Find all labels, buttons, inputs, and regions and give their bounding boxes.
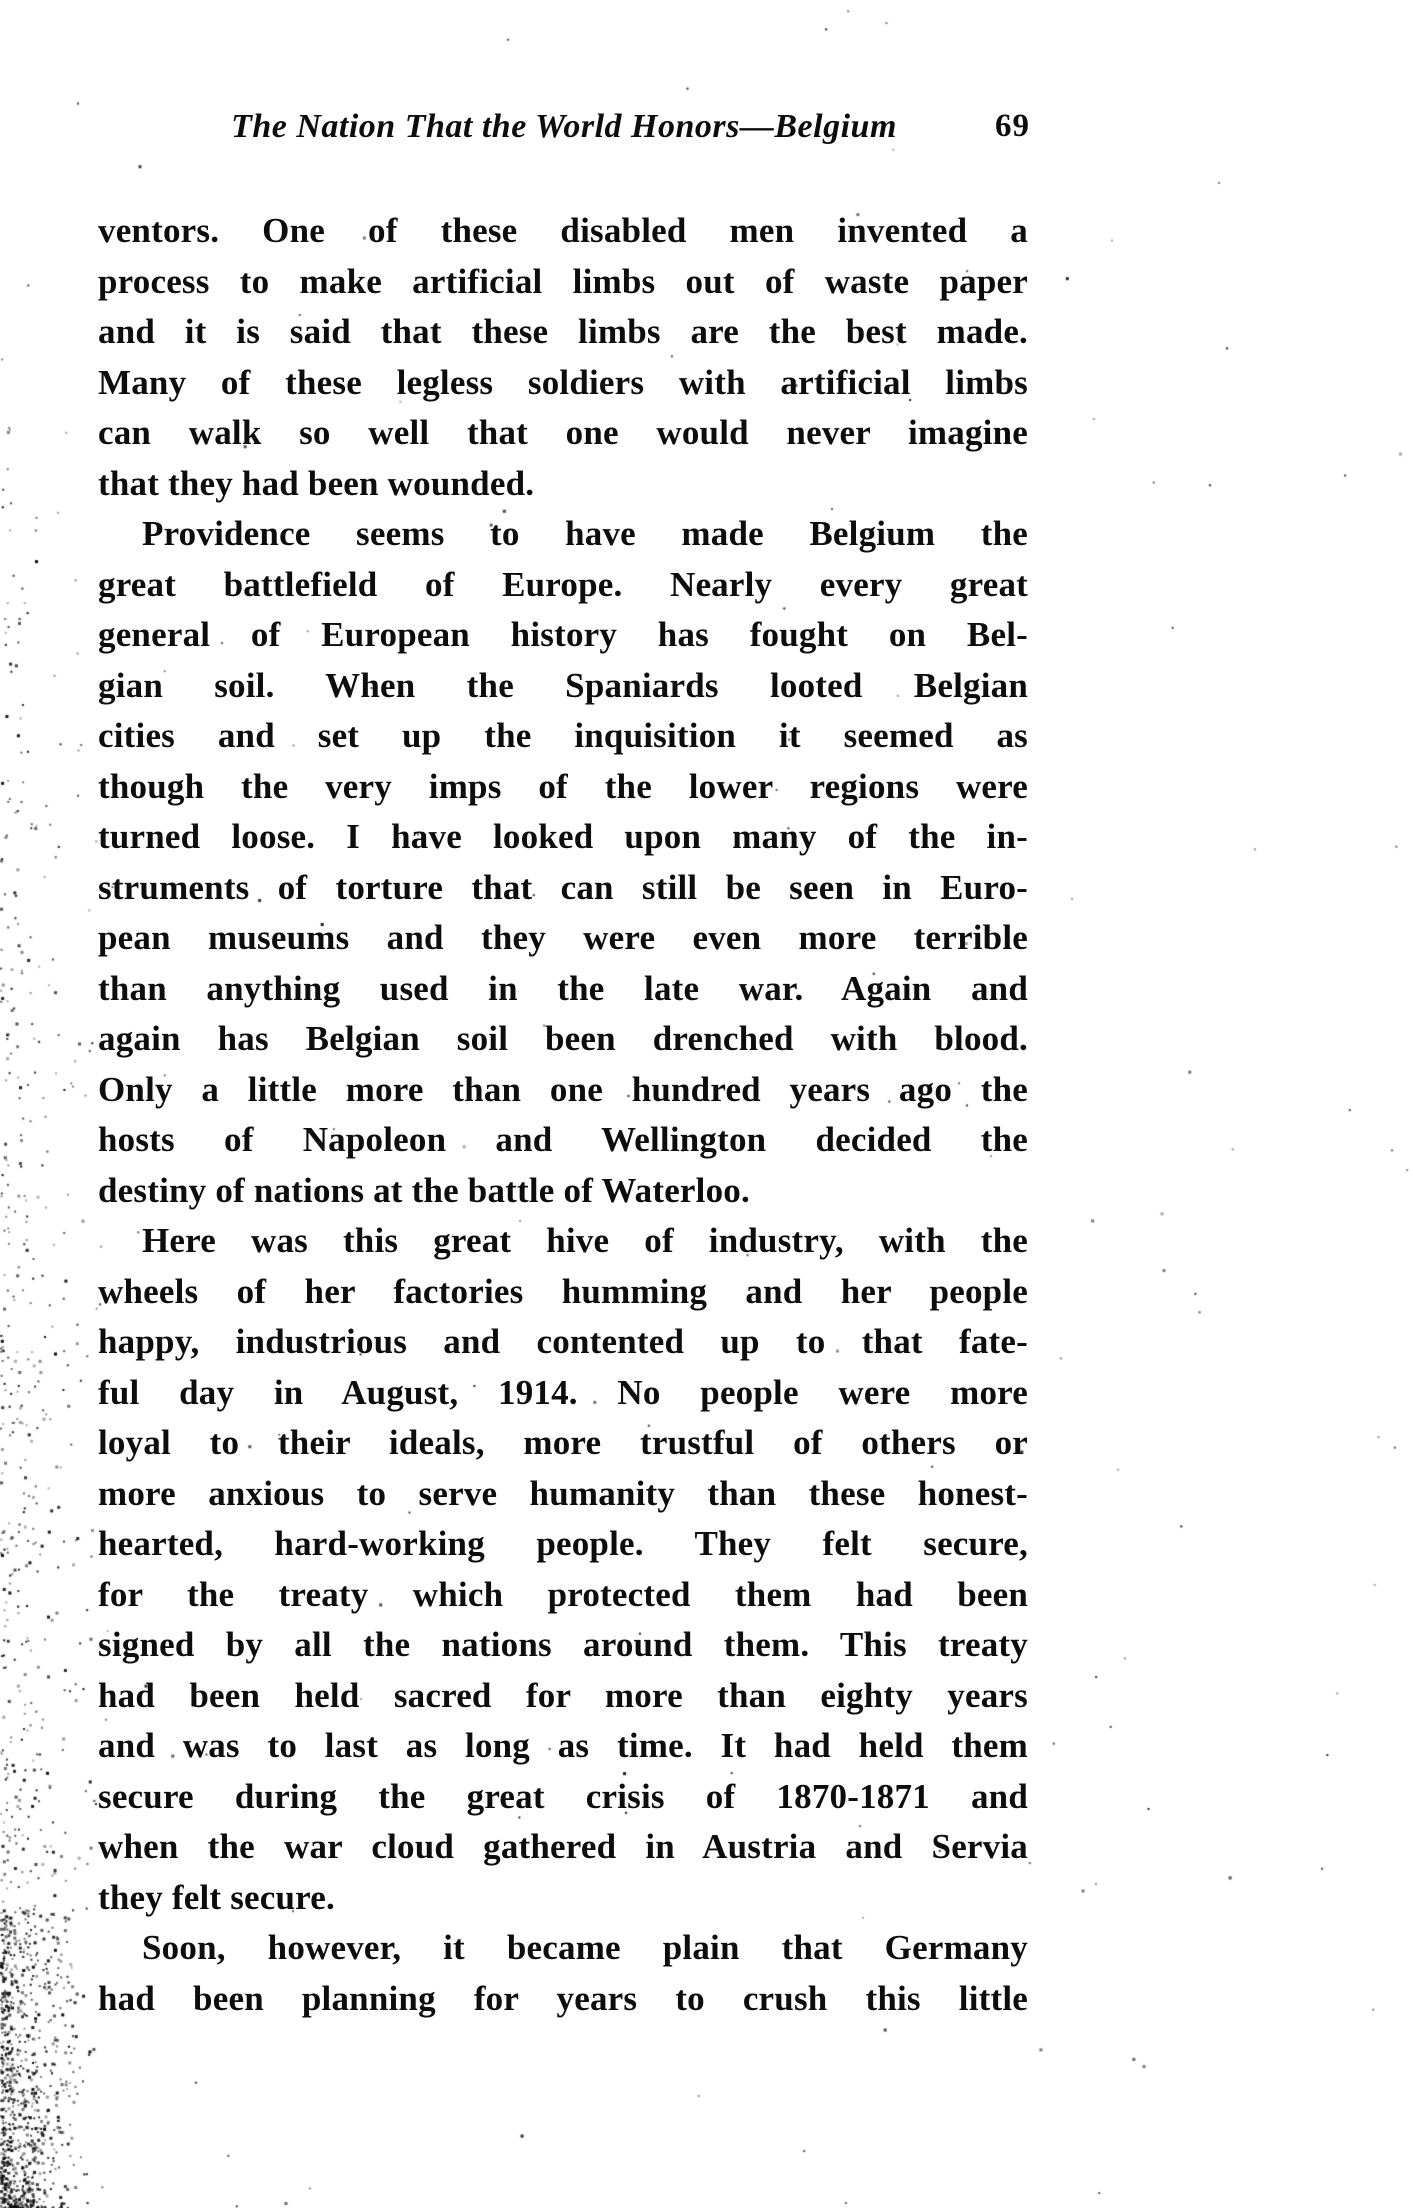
text-line: happy, industrious and contented up to that fate-	[98, 1322, 1028, 1361]
text-line: cities and set up the inquisition it seemed as	[98, 716, 1028, 755]
text-line: when the war cloud gathered in Austria and Servia	[98, 1827, 1028, 1866]
text-line: again has Belgian soil been drenched with blood.	[98, 1019, 1028, 1058]
text-line: ventors. One of these disabled men invented a	[98, 211, 1028, 250]
text-line: Soon, however, it became plain that Germany	[142, 1928, 1028, 1967]
text-line: had been planning for years to crush this little	[98, 1978, 1028, 2018]
text-line: gian soil. When the Spaniards looted Belgian	[98, 665, 1028, 705]
running-header-title: The Nation That the World Honors—Belgium	[231, 108, 897, 145]
text-line: though the very imps of the lower regions were	[98, 766, 1028, 806]
text-line: process to make artificial limbs out of waste paper	[98, 261, 1028, 301]
text-line: turned loose. I have looked upon many of the in-	[98, 817, 1028, 856]
text-line: hearted, hard-working people. They felt secure,	[98, 1524, 1028, 1563]
running-header	[98, 108, 1030, 146]
text-line: and was to last as long as time. It had held them	[98, 1726, 1028, 1765]
text-line: ful day in August, 1914. No people were more	[98, 1372, 1028, 1412]
text-line: Only a little more than one hundred years ago the	[98, 1069, 1028, 1109]
text-line: than anything used in the late war. Again and	[98, 968, 1028, 1008]
text-line: loyal to their ideals, more trustful of others or	[98, 1423, 1028, 1462]
text-line: and it is said that these limbs are the best made.	[98, 312, 1028, 351]
body-text	[98, 206, 1028, 2024]
text-line: pean museums and they were even more terrible	[98, 918, 1028, 957]
text-line: they felt secure.	[98, 1877, 335, 1917]
text-line: Many of these legless soldiers with artificial limbs	[98, 362, 1028, 402]
text-line: Here was this great hive of industry, with the	[142, 1221, 1028, 1260]
text-line: destiny of nations at the battle of Waterloo.	[98, 1170, 750, 1210]
text-line: great battlefield of Europe. Nearly every great	[98, 564, 1028, 604]
text-line: more anxious to serve humanity than these honest-	[98, 1473, 1028, 1513]
text-line: wheels of her factories humming and her people	[98, 1271, 1028, 1311]
text-line: struments of torture that can still be seen in Euro-	[98, 867, 1028, 907]
text-line: had been held sacred for more than eighty years	[98, 1675, 1028, 1715]
text-line: secure during the great crisis of 1870-1871 and	[98, 1776, 1028, 1816]
page-number: 69	[995, 108, 1030, 144]
text-line: hosts of Napoleon and Wellington decided the	[98, 1120, 1028, 1159]
text-line: signed by all the nations around them. This treaty	[98, 1625, 1028, 1664]
text-line: that they had been wounded.	[98, 463, 535, 503]
text-line: can walk so well that one would never imagine	[98, 413, 1028, 452]
text-line: Providence seems to have made Belgium the	[142, 514, 1028, 553]
text-line: for the treaty which protected them had been	[98, 1574, 1028, 1614]
text-line: general of European history has fought on Bel-	[98, 615, 1028, 654]
